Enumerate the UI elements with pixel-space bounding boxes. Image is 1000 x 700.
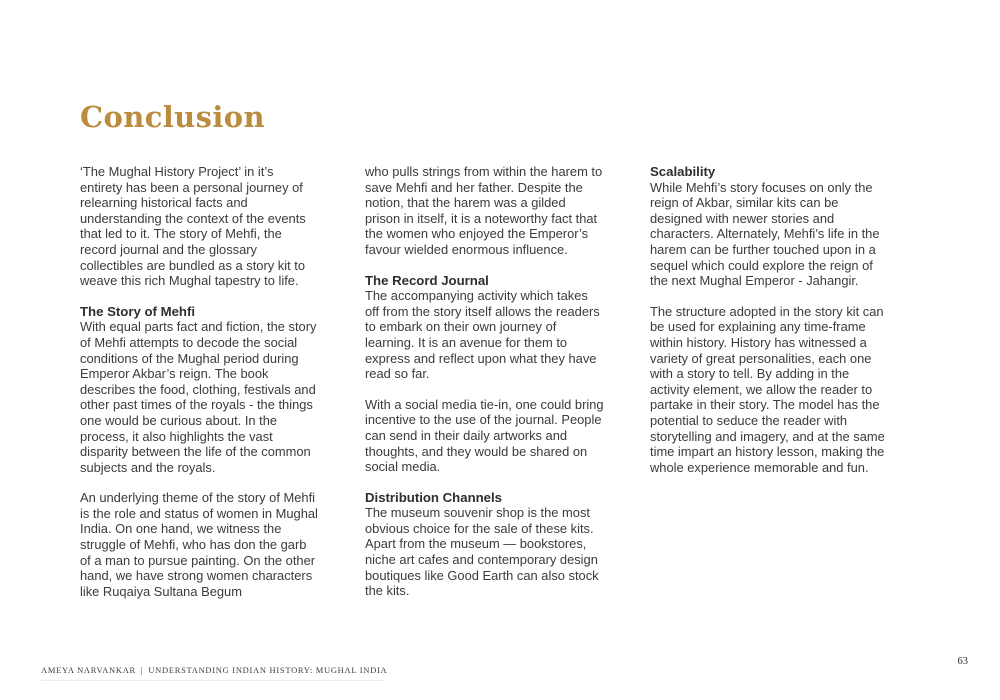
body-paragraph: With a social media tie-in, one could bring incentive to the use of the journal. People can send in their daily artworks and thoughts, and they would be shared on social media. <box>365 396 604 475</box>
body-paragraph: ‘The Mughal History Project’ in it’s entirety has been a personal journey of relearning historical facts and understanding the context of the events that led to it. The story of Mehfi, the record journal and the glossary collectibles are bundled as a story kit to weave this rich Mughal tapestry to life. <box>80 164 306 289</box>
body-paragraph: who pulls strings from within the harem to save Mehfi and her father. Despite the notion, that the harem was a gilded prison in itself, it is a noteworthy fact that the women who enjoyed the Emperor’s favour wielded enormous influence. <box>365 164 603 257</box>
footer-rule <box>41 680 385 681</box>
footer <box>41 665 387 675</box>
page-number: 63 <box>957 656 968 667</box>
footer-author: AMEYA NARVANKAR <box>41 665 136 675</box>
page-title: Conclusion <box>80 100 266 134</box>
body-paragraph: The museum souvenir shop is the most obvious choice for the sale of these kits. Apart from the museum — bookstores, niche art cafes and contemporary design boutiques like Good Earth can also stock the kits. <box>365 505 599 599</box>
body-paragraph: An underlying theme of the story of Mehfi is the role and status of women in Mughal India. On one hand, we witness the struggle of Mehfi, who has don the garb of a man to pursue painting. On the other hand, we have strong women characters like Ruqaiya Sultana Begum <box>80 490 318 599</box>
body-column <box>365 164 604 614</box>
footer-divider: | <box>140 665 144 675</box>
body-paragraph: The accompanying activity which takes off from the story itself allows the readers to embark on their own journey of learning. It is an avenue for them to express and reflect upon what they have read so far. <box>365 288 600 382</box>
body-column <box>80 164 319 614</box>
section-heading: The Record Journal <box>365 272 489 288</box>
section-heading: The Story of Mehfi <box>80 303 196 319</box>
section-heading: Scalability <box>650 164 716 179</box>
body-paragraph: While Mehfi’s story focuses on only the reign of Akbar, similar kits can be designed with newer stories and characters. Alternately, Mehfi’s life in the harem can be further touched upon in a sequel which could explore the reign of the next Mughal Emperor - Jahangir. <box>650 179 880 289</box>
body-columns <box>80 164 890 614</box>
body-paragraph: The structure adopted in the story kit can be used for explaining any time-frame within history. History has witnessed a variety of great personalities, each one with a story to tell. By adding in the activity element, we allow the reader to partake in their story. The model has the potential to seduce the reader with storytelling and imagery, and at the same time impart an history lesson, making the whole experience memorable and fun. <box>650 303 885 475</box>
body-column <box>650 164 889 614</box>
body-paragraph: With equal parts fact and fiction, the story of Mehfi attempts to decode the social conditions of the Mughal period during Emperor Akbar’s reign. The book describes the food, clothing, festivals and other past times of the royals - the things one would be curious about. In the process, it also highlights the vast disparity between the life of the common subjects and the royals. <box>80 319 317 475</box>
footer-book-title: UNDERSTANDING INDIAN HISTORY: MUGHAL INDIA <box>148 665 388 675</box>
section-heading: Distribution Channels <box>365 489 503 505</box>
